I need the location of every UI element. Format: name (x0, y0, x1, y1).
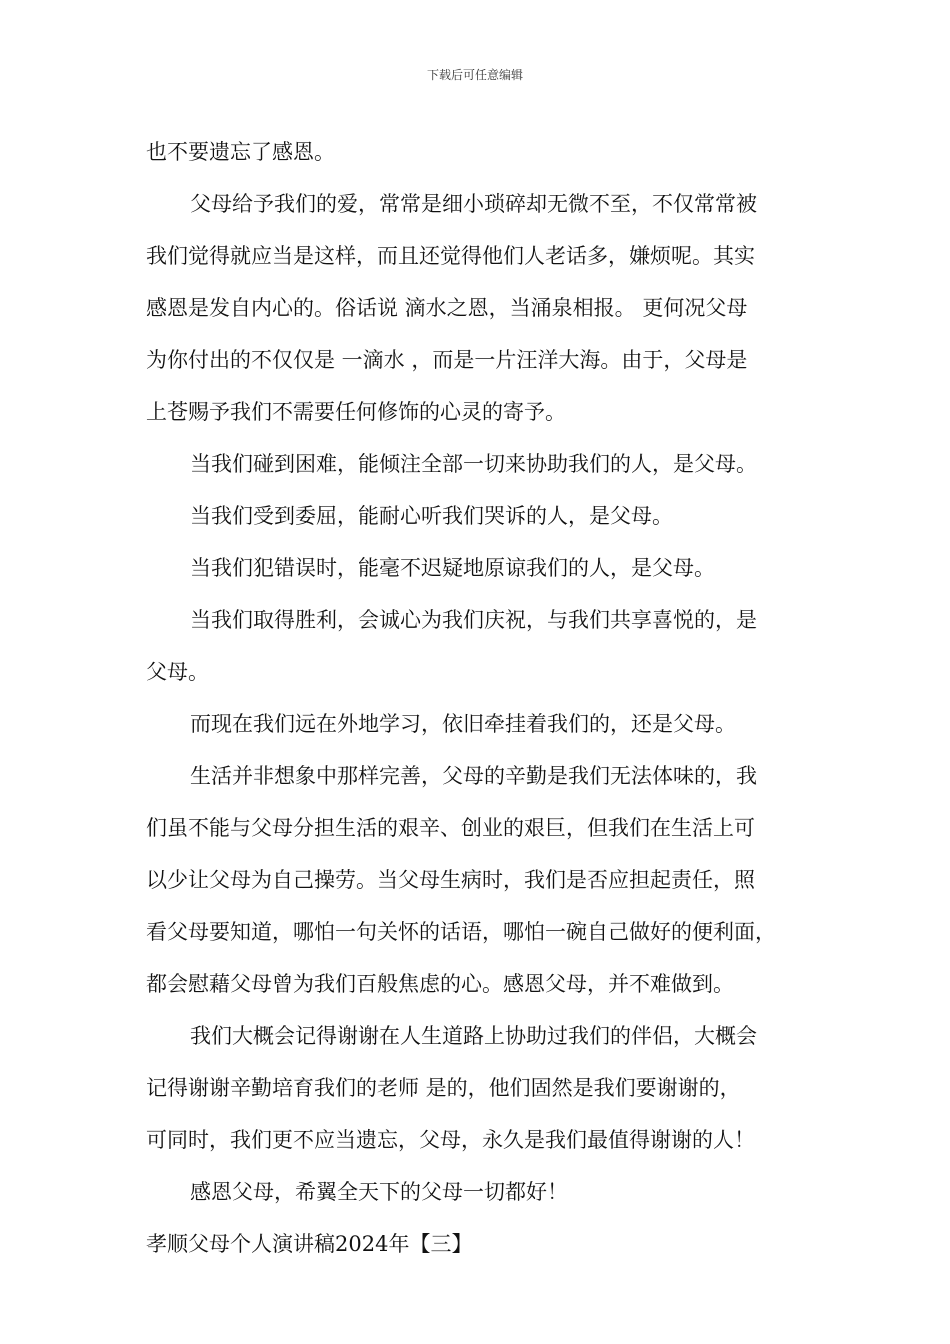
text-line: 父母给予我们的爱，常常是细小琐碎却无微不至，不仅常常被 (190, 192, 757, 216)
text-line: 们虽不能与父母分担生活的艰辛、创业的艰巨，但我们在生活上可 (146, 816, 755, 840)
text-line: 看父母要知道，哪怕一句关怀的话语，哪怕一碗自己做好的便利面， (146, 920, 776, 944)
text-line: 而现在我们远在外地学习，依旧牵挂着我们的，还是父母。 (190, 712, 736, 736)
text-line: 我们大概会记得谢谢在人生道路上协助过我们的伴侣，大概会 (190, 1024, 757, 1048)
text-line: 上苍赐予我们不需要任何修饰的心灵的寄予。 (146, 400, 566, 424)
text-line: 可同时，我们更不应当遗忘，父母，永久是我们最值得谢谢的人！ (146, 1128, 755, 1152)
document-body (146, 126, 806, 1270)
text-line: 父母。 (146, 660, 209, 684)
text-line: 为你付出的不仅仅是 一滴水 ，而是一片汪洋大海。由于，父母是 (146, 348, 748, 372)
text-line: 当我们碰到困难，能倾注全部一切来协助我们的人，是父母。 (190, 452, 757, 476)
text-line: 当我们受到委屈，能耐心听我们哭诉的人，是父母。 (190, 504, 673, 528)
text-line: 感恩是发自内心的。俗话说 滴水之恩，当涌泉相报。 更何况父母 (146, 296, 748, 320)
text-line: 以少让父母为自己操劳。当父母生病时，我们是否应担起责任，照 (146, 868, 755, 892)
text-line: 当我们犯错误时，能毫不迟疑地原谅我们的人，是父母。 (190, 556, 715, 580)
text-line: 感恩父母，希翼全天下的父母一切都好！ (190, 1180, 568, 1204)
text-line: 都会慰藉父母曾为我们百般焦虑的心。感恩父母，并不难做到。 (146, 972, 734, 996)
text-line: 也不要遗忘了感恩。 (146, 140, 335, 164)
text-line: 记得谢谢辛勤培育我们的老师 是的，他们固然是我们要谢谢的， (146, 1076, 741, 1100)
page-header: 下载后可任意编辑 (426, 68, 523, 82)
section-heading: 孝顺父母个人演讲稿2024年【三】 (146, 1232, 473, 1256)
text-line: 生活并非想象中那样完善，父母的辛勤是我们无法体味的，我 (190, 764, 757, 788)
text-line: 我们觉得就应当是这样，而且还觉得他们人老话多，嫌烦呢。其实 (146, 244, 755, 268)
text-line: 当我们取得胜利，会诚心为我们庆祝，与我们共享喜悦的，是 (190, 608, 757, 632)
